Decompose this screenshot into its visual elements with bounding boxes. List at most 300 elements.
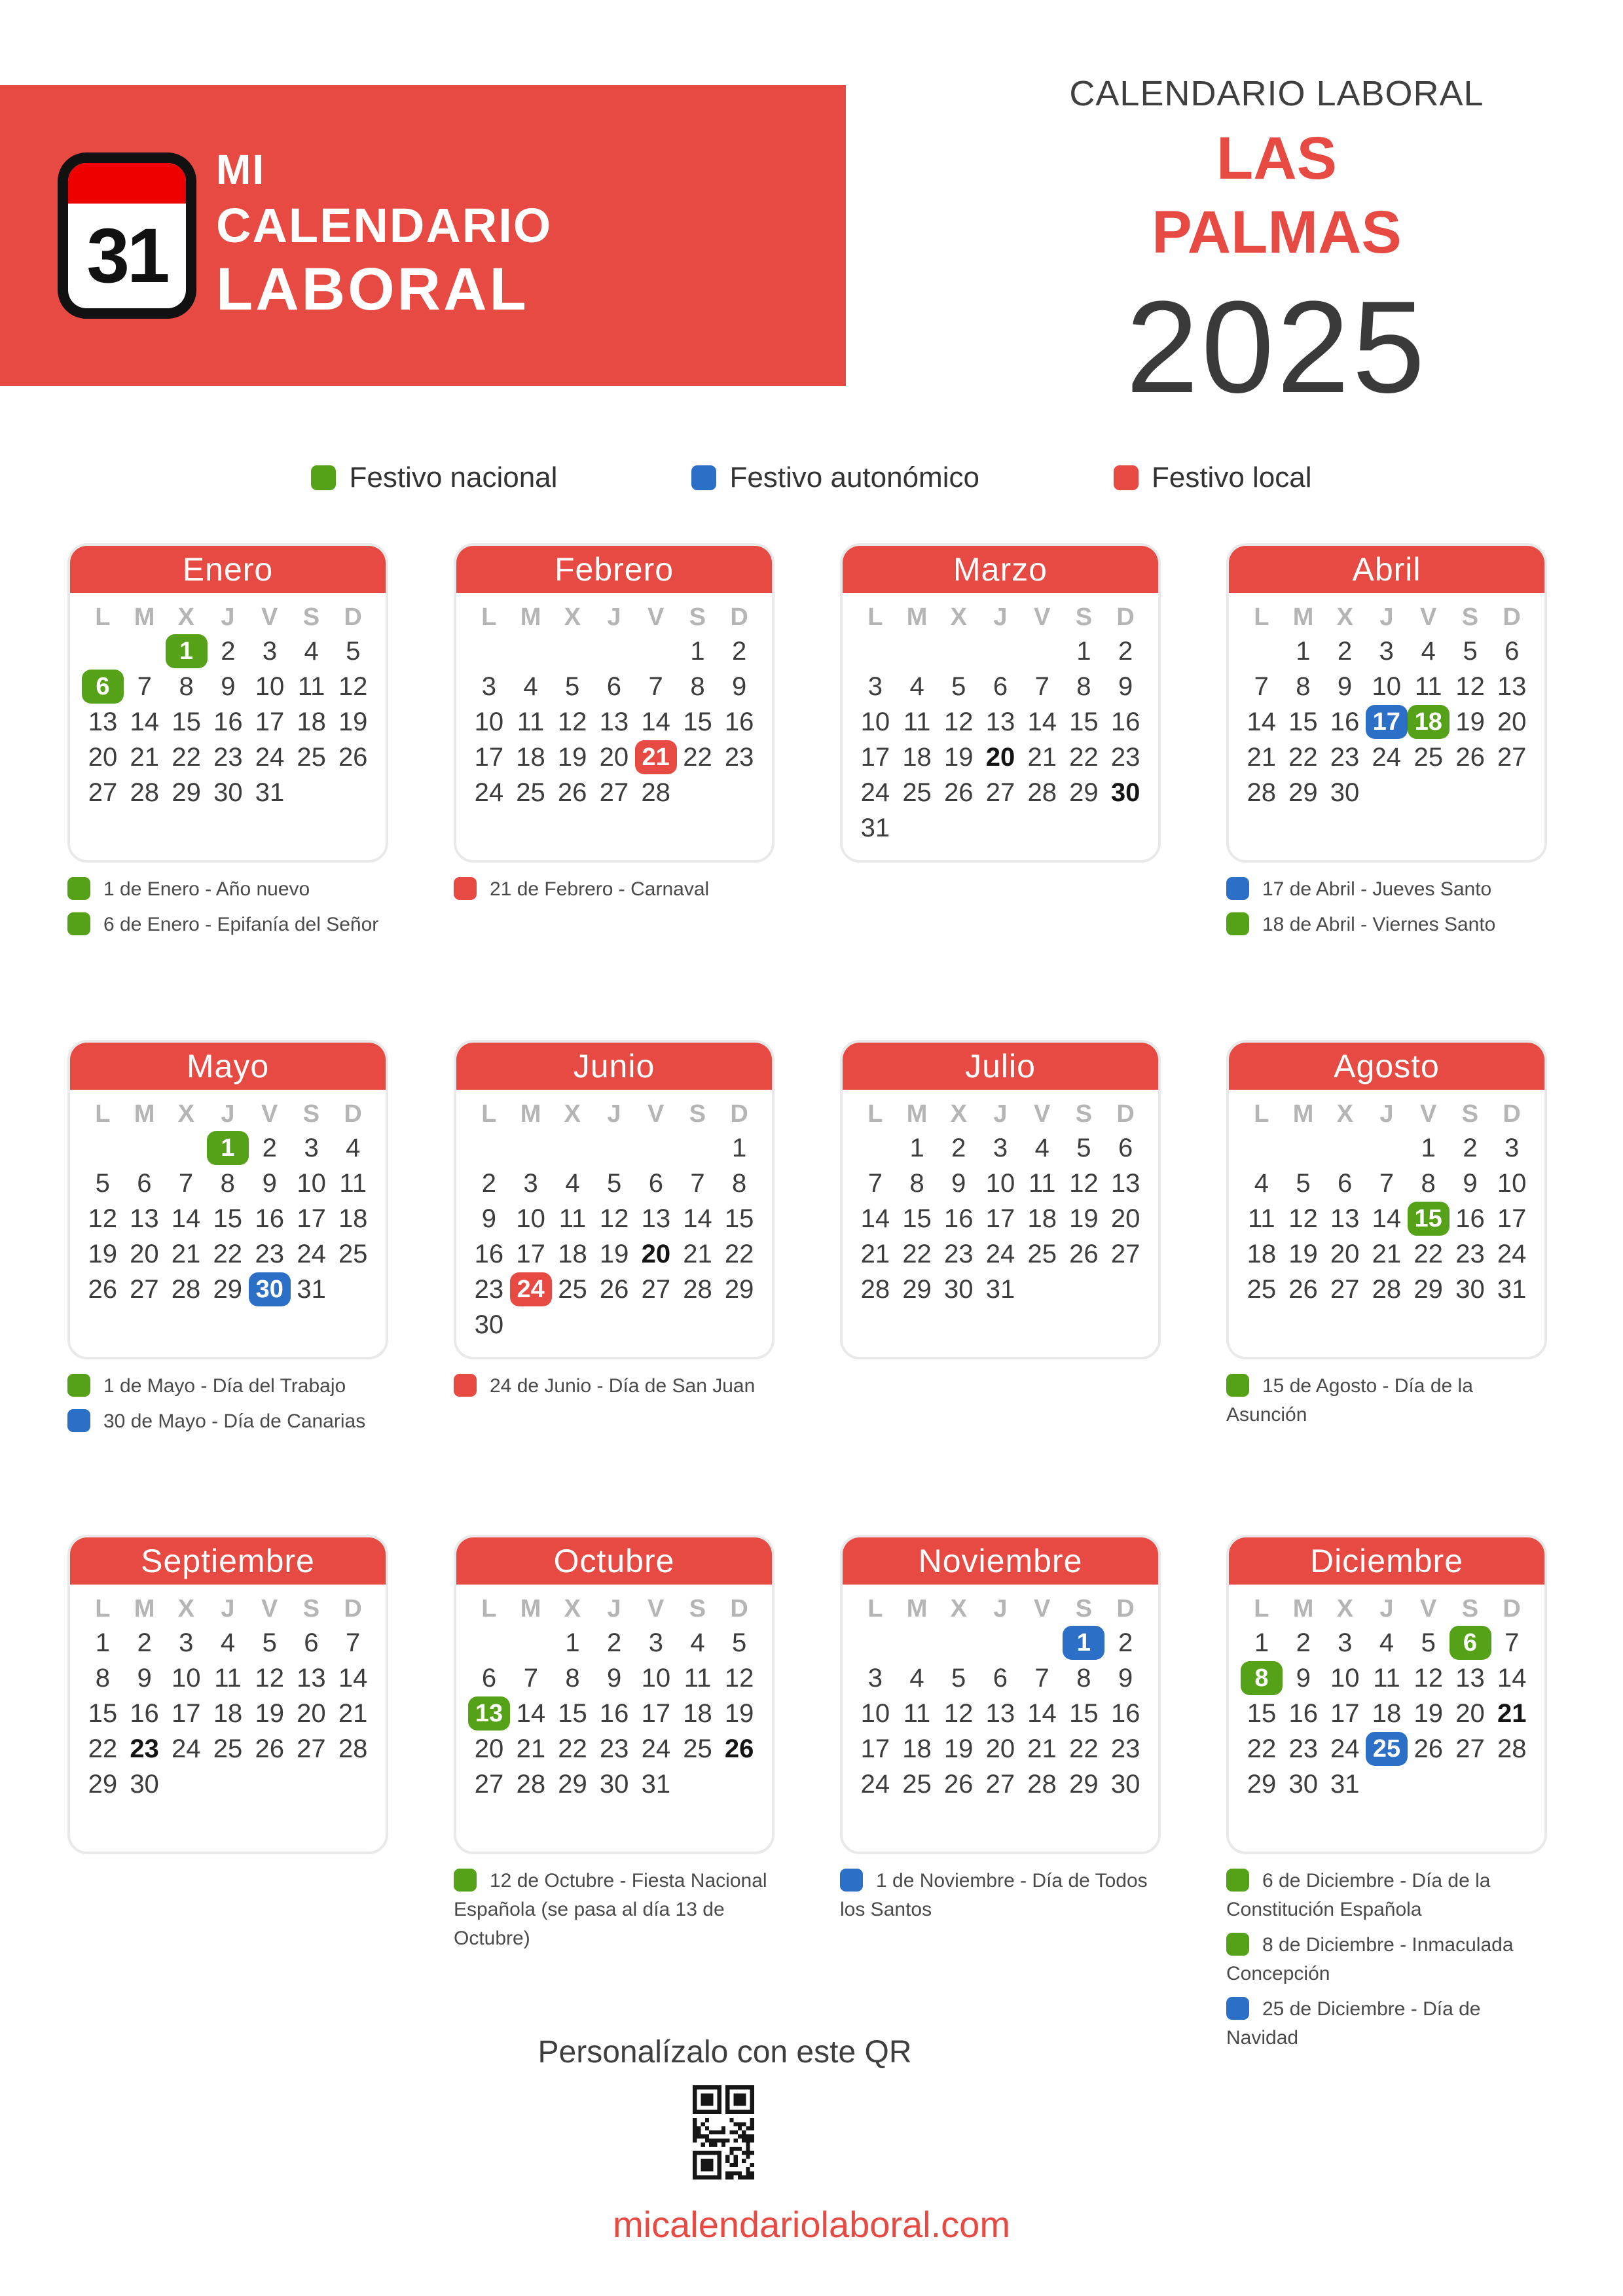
days-grid: [854, 1130, 1146, 1307]
day-cell: [1283, 669, 1324, 704]
enero-day-14: 14: [130, 707, 160, 736]
day-cell: [207, 1166, 249, 1201]
day-cell: [854, 810, 896, 846]
day-cell: [1324, 775, 1366, 810]
day-cell: [896, 1166, 938, 1201]
octubre-day-20: 20: [474, 1734, 504, 1763]
octubre-day-4: 4: [690, 1628, 705, 1657]
day-cell: [1366, 1625, 1408, 1660]
month-notes: [1226, 1372, 1547, 1429]
agosto-day-1: 1: [1421, 1133, 1436, 1162]
month-slot-septiembre: [67, 1535, 388, 2059]
junio-day-10: 10: [516, 1204, 545, 1233]
weekday-label: V: [1420, 603, 1437, 631]
day-cell: [1021, 1201, 1063, 1236]
febrero-day-2: 2: [732, 636, 747, 666]
junio-day-26: 26: [599, 1274, 629, 1304]
enero-day-9: 9: [221, 672, 236, 701]
abril-day-30: 30: [1330, 778, 1360, 807]
day-cell: [1450, 634, 1491, 669]
enero-day-8: 8: [179, 672, 194, 701]
month-body: [1229, 593, 1544, 810]
enero-day-2: 2: [221, 636, 236, 666]
mayo-day-7: 7: [178, 1168, 194, 1198]
julio-day-9: 9: [951, 1168, 966, 1198]
weekday-label: S: [1075, 603, 1093, 631]
calendar-icon-red-strip: [68, 163, 186, 204]
month-notes: [1226, 1867, 1547, 2053]
day-cell: [1241, 669, 1283, 704]
day-cell: [552, 1767, 594, 1802]
weekday-label: M: [134, 603, 155, 631]
septiembre-day-6: 6: [304, 1628, 319, 1657]
octubre-day-19: 19: [724, 1698, 754, 1728]
day-cell: [896, 669, 938, 704]
diciembre-day-5: 5: [1421, 1628, 1436, 1657]
diciembre-day-1: 1: [1254, 1628, 1269, 1657]
abril-day-19: 19: [1455, 707, 1485, 736]
day-cell: [166, 634, 208, 669]
weekday-label: X: [950, 1594, 967, 1623]
octubre-day-24: 24: [641, 1734, 671, 1763]
day-cell: [82, 1201, 124, 1236]
septiembre-day-3: 3: [179, 1628, 194, 1657]
day-cell: [1283, 1767, 1324, 1802]
mayo-day-16: 16: [255, 1204, 285, 1233]
septiembre-day-28: 28: [338, 1734, 368, 1763]
day-cell: [1021, 740, 1063, 775]
day-cell: [207, 1201, 249, 1236]
day-cell: [1324, 1731, 1366, 1767]
day-cell: [896, 1696, 938, 1731]
mayo-day-23: 23: [255, 1239, 285, 1268]
enero-day-20: 20: [88, 742, 118, 772]
enero-day-30: 30: [213, 778, 243, 807]
empty-cell: [165, 1130, 207, 1166]
holiday-note-swatch: [67, 1409, 90, 1432]
agosto-day-25: 25: [1247, 1274, 1277, 1304]
day-cell: [468, 1166, 510, 1201]
day-cell: [207, 1625, 249, 1660]
marzo-day-6: 6: [993, 672, 1008, 701]
day-cell: [1063, 1201, 1105, 1236]
agosto-day-24: 24: [1497, 1239, 1527, 1268]
holiday-note: [454, 875, 775, 904]
septiembre-day-2: 2: [137, 1628, 152, 1657]
day-cell: [1408, 634, 1450, 669]
mayo-day-17: 17: [297, 1204, 326, 1233]
day-cell: [166, 704, 208, 740]
website-link[interactable]: micalendariolaboral.com: [613, 2204, 1010, 2245]
junio-day-25: 25: [558, 1274, 587, 1304]
julio-day-6: 6: [1118, 1133, 1133, 1162]
weekday-label: X: [177, 603, 194, 631]
weekday-label: X: [564, 603, 581, 631]
day-cell: [1104, 775, 1146, 810]
day-cell: [938, 704, 979, 740]
day-cell: [593, 1201, 635, 1236]
octubre-day-6: 6: [481, 1663, 497, 1693]
agosto-day-19: 19: [1288, 1239, 1318, 1268]
octubre-day-17: 17: [641, 1698, 671, 1728]
julio-day-12: 12: [1069, 1168, 1099, 1198]
abril-day-20: 20: [1497, 707, 1527, 736]
septiembre-day-19: 19: [255, 1698, 284, 1728]
day-cell: [854, 1696, 896, 1731]
day-cell: [1241, 1625, 1283, 1660]
holiday-note-text: 21 de Febrero - Carnaval: [490, 878, 710, 900]
febrero-day-27: 27: [599, 778, 629, 807]
day-cell: [82, 1731, 124, 1767]
day-cell: [82, 1272, 124, 1307]
day-cell: [1241, 1272, 1283, 1307]
day-cell: [510, 740, 552, 775]
marzo-day-14: 14: [1027, 707, 1057, 736]
day-cell: [552, 1272, 594, 1307]
day-cell: [1283, 1731, 1324, 1767]
days-grid: [468, 1130, 760, 1342]
day-cell: [207, 1660, 249, 1696]
day-cell: [677, 1625, 719, 1660]
weekday-label: S: [1075, 1594, 1093, 1623]
day-cell: [635, 775, 677, 810]
day-cell: [249, 1166, 291, 1201]
day-cell: [1491, 1236, 1533, 1272]
month-body: [1229, 1585, 1544, 1802]
mayo-day-12: 12: [88, 1204, 118, 1233]
day-cell: [1063, 704, 1105, 740]
empty-cell: [552, 1130, 594, 1166]
julio-day-16: 16: [944, 1204, 974, 1233]
weekday-header-row: [82, 1098, 374, 1130]
day-cell: [718, 704, 760, 740]
day-cell: [1408, 1201, 1450, 1236]
day-cell: [1063, 1236, 1105, 1272]
empty-cell: [551, 634, 593, 669]
diciembre-day-28: 28: [1497, 1734, 1527, 1763]
weekday-label: D: [344, 1594, 362, 1623]
day-cell: [510, 669, 552, 704]
day-cell: [165, 1272, 207, 1307]
octubre-day-29: 29: [558, 1769, 587, 1799]
day-cell: [1491, 1130, 1533, 1166]
junio-day-23: 23: [474, 1274, 504, 1304]
abril-day-10: 10: [1372, 672, 1402, 701]
marzo-day-10: 10: [860, 707, 890, 736]
day-cell: [291, 740, 333, 775]
month-title: Septiembre: [70, 1537, 386, 1585]
diciembre-day-16: 16: [1288, 1698, 1318, 1728]
day-cell: [635, 1696, 677, 1731]
day-cell: [1366, 704, 1408, 740]
day-cell: [124, 1272, 166, 1307]
marzo-day-4: 4: [909, 672, 924, 701]
agosto-day-14: 14: [1372, 1204, 1402, 1233]
enero-day-31: 31: [255, 778, 285, 807]
day-cell: [1021, 669, 1063, 704]
day-cell: [1366, 1236, 1408, 1272]
month-notes: [454, 1372, 775, 1401]
empty-cell: [635, 1130, 677, 1166]
day-cell: [332, 1660, 374, 1696]
day-cell: [1063, 740, 1105, 775]
day-cell: [896, 740, 938, 775]
legend-label-nacional: Festivo nacional: [349, 461, 558, 493]
day-cell: [1324, 1625, 1366, 1660]
marzo-day-13: 13: [985, 707, 1015, 736]
julio-day-30: 30: [944, 1274, 974, 1304]
month-body: [456, 1585, 772, 1802]
mayo-day-14: 14: [171, 1204, 201, 1233]
day-cell: [1366, 1272, 1408, 1307]
holiday-note: [67, 910, 388, 939]
month-body: [456, 1090, 772, 1342]
day-cell: [979, 1272, 1021, 1307]
day-cell: [635, 1731, 677, 1767]
holiday-note: [1226, 1372, 1547, 1429]
weekday-label: L: [867, 603, 883, 631]
day-cell: [896, 775, 938, 810]
weekday-label: J: [221, 1100, 235, 1128]
day-cell: [1491, 1625, 1533, 1660]
day-cell: [1021, 704, 1063, 740]
holiday-note-text: 6 de Diciembre - Día de la Constitución Española: [1226, 1870, 1491, 1920]
weekday-label: X: [177, 1594, 194, 1623]
weekday-label: M: [906, 1594, 928, 1623]
weekday-label: L: [481, 1100, 497, 1128]
julio-day-15: 15: [902, 1204, 932, 1233]
octubre-day-1: 1: [565, 1628, 580, 1657]
day-cell: [1324, 740, 1366, 775]
day-cell: [979, 704, 1021, 740]
abril-day-27: 27: [1497, 742, 1527, 772]
day-cell: [208, 704, 249, 740]
weekday-label: S: [689, 1594, 706, 1623]
day-cell: [1450, 1660, 1491, 1696]
month-card-agosto: [1226, 1040, 1547, 1359]
day-cell: [208, 740, 249, 775]
agosto-day-9: 9: [1463, 1168, 1478, 1198]
febrero-day-10: 10: [474, 707, 504, 736]
day-cell: [1450, 1625, 1491, 1660]
weekday-label: S: [689, 1100, 706, 1128]
septiembre-day-8: 8: [95, 1663, 110, 1693]
month-card-marzo: [840, 543, 1161, 863]
julio-day-19: 19: [1069, 1204, 1099, 1233]
day-cell: [1021, 1696, 1063, 1731]
abril-day-24: 24: [1372, 742, 1402, 772]
day-cell: [1324, 1201, 1366, 1236]
day-cell: [82, 1660, 124, 1696]
febrero-day-24: 24: [474, 778, 504, 807]
day-cell: [291, 1166, 333, 1201]
month-body: [70, 593, 386, 810]
day-cell: [1450, 1130, 1491, 1166]
day-cell: [1283, 1696, 1324, 1731]
weekday-label: M: [1292, 603, 1314, 631]
weekday-label: D: [1503, 603, 1521, 631]
holiday-note-swatch: [67, 912, 90, 935]
agosto-day-28: 28: [1372, 1274, 1402, 1304]
calendar-icon-number: 31: [86, 213, 168, 299]
abril-day-22: 22: [1288, 742, 1318, 772]
weekday-label: X: [1336, 1100, 1353, 1128]
weekday-label: S: [302, 1594, 320, 1623]
day-cell: [896, 1201, 938, 1236]
marzo-day-7: 7: [1034, 672, 1049, 701]
brand-line-1: MI: [216, 146, 266, 193]
day-cell: [165, 1625, 207, 1660]
day-cell: [979, 775, 1021, 810]
day-cell: [468, 1272, 510, 1307]
day-cell: [291, 704, 333, 740]
weekday-label: J: [221, 603, 235, 631]
octubre-day-15: 15: [558, 1698, 587, 1728]
days-grid: [468, 1625, 760, 1802]
julio-day-23: 23: [944, 1239, 974, 1268]
day-cell: [551, 704, 593, 740]
weekday-label: V: [261, 1594, 278, 1623]
septiembre-day-30: 30: [130, 1769, 159, 1799]
month-card-diciembre: [1226, 1535, 1547, 1854]
junio-day-12: 12: [599, 1204, 629, 1233]
abril-day-14: 14: [1247, 707, 1277, 736]
empty-cell: [677, 1130, 719, 1166]
diciembre-day-4: 4: [1379, 1628, 1395, 1657]
day-cell: [635, 1660, 677, 1696]
enero-day-11: 11: [297, 672, 325, 701]
day-cell: [1063, 1696, 1104, 1731]
enero-day-21: 21: [130, 742, 160, 772]
day-cell: [1408, 1660, 1450, 1696]
weekday-label: S: [1461, 1100, 1479, 1128]
day-cell: [249, 1660, 291, 1696]
mayo-day-27: 27: [130, 1274, 159, 1304]
noviembre-day-22: 22: [1069, 1734, 1099, 1763]
holiday-note-text: 30 de Mayo - Día de Canarias: [103, 1410, 366, 1432]
festivo-autonomico-swatch: [691, 465, 716, 490]
agosto-day-22: 22: [1413, 1239, 1443, 1268]
marzo-day-28: 28: [1027, 778, 1057, 807]
holiday-note-swatch: [67, 1374, 90, 1397]
day-cell: [291, 1236, 333, 1272]
day-cell: [1063, 1166, 1105, 1201]
day-cell: [593, 1731, 635, 1767]
month-title: Octubre: [456, 1537, 772, 1585]
day-cell: [1491, 1696, 1533, 1731]
day-cell: [896, 1731, 938, 1767]
day-cell: [677, 669, 719, 704]
julio-day-31: 31: [985, 1274, 1015, 1304]
noviembre-day-28: 28: [1027, 1769, 1057, 1799]
weekday-label: V: [647, 603, 665, 631]
day-cell: [718, 1201, 760, 1236]
febrero-day-22: 22: [683, 742, 712, 772]
day-cell: [1408, 704, 1450, 740]
marzo-day-15: 15: [1069, 707, 1099, 736]
day-cell: [1063, 1767, 1104, 1802]
abril-day-25: 25: [1413, 742, 1444, 772]
empty-cell: [510, 634, 552, 669]
agosto-day-4: 4: [1254, 1168, 1269, 1198]
day-cell: [593, 1166, 635, 1201]
septiembre-day-13: 13: [297, 1663, 326, 1693]
day-cell: [124, 1236, 166, 1272]
month-notes: [454, 1867, 775, 1953]
febrero-day-13: 13: [599, 707, 629, 736]
day-cell: [82, 1625, 124, 1660]
day-cell: [1491, 1660, 1533, 1696]
agosto-day-7: 7: [1379, 1168, 1394, 1198]
marzo-day-12: 12: [944, 707, 974, 736]
day-cell: [82, 740, 124, 775]
month-card-septiembre: [67, 1535, 388, 1854]
febrero-day-1: 1: [690, 636, 705, 666]
day-cell: [1491, 1272, 1533, 1307]
empty-cell: [1324, 1130, 1366, 1166]
day-cell: [510, 1272, 552, 1307]
day-cell: [1450, 1166, 1491, 1201]
empty-cell: [896, 634, 938, 669]
noviembre-day-10: 10: [860, 1698, 890, 1728]
day-cell: [593, 704, 635, 740]
day-cell: [1104, 1201, 1146, 1236]
marzo-day-3: 3: [867, 672, 883, 701]
month-card-noviembre: [840, 1535, 1161, 1854]
day-cell: [593, 740, 635, 775]
junio-day-22: 22: [724, 1239, 754, 1268]
title-kicker: CALENDARIO LABORAL: [1069, 74, 1484, 113]
day-cell: [677, 1166, 719, 1201]
junio-day-17: 17: [516, 1239, 545, 1268]
month-slot-mayo: [67, 1040, 388, 1535]
agosto-day-31: 31: [1497, 1274, 1527, 1304]
day-cell: [291, 1272, 333, 1307]
day-cell: [938, 669, 979, 704]
abril-day-13: 13: [1497, 672, 1527, 701]
weekday-label: X: [564, 1100, 581, 1128]
julio-day-13: 13: [1110, 1168, 1140, 1198]
day-cell: [82, 1767, 124, 1802]
day-cell: [1324, 634, 1366, 669]
day-cell: [677, 1201, 719, 1236]
month-slot-agosto: [1226, 1040, 1547, 1535]
day-cell: [1408, 1625, 1450, 1660]
junio-day-21: 21: [683, 1239, 712, 1268]
octubre-day-2: 2: [607, 1628, 622, 1657]
julio-day-26: 26: [1069, 1239, 1099, 1268]
enero-day-23: 23: [213, 742, 243, 772]
holiday-note-swatch: [840, 1869, 863, 1892]
month-card-junio: [454, 1040, 775, 1359]
diciembre-day-21: 21: [1497, 1698, 1527, 1728]
diciembre-day-26: 26: [1413, 1734, 1443, 1763]
septiembre-day-21: 21: [338, 1698, 368, 1728]
weekday-header-row: [1241, 601, 1533, 634]
day-cell: [332, 1201, 374, 1236]
empty-cell: [593, 1130, 635, 1166]
month-body: [843, 1585, 1158, 1802]
day-cell: [938, 740, 979, 775]
noviembre-day-24: 24: [860, 1769, 890, 1799]
day-cell: [82, 1696, 124, 1731]
febrero-day-7: 7: [648, 672, 663, 701]
day-cell: [124, 1166, 166, 1201]
noviembre-day-13: 13: [985, 1698, 1015, 1728]
day-cell: [1021, 1767, 1063, 1802]
day-cell: [1491, 1731, 1533, 1767]
month-title: Julio: [843, 1043, 1158, 1090]
